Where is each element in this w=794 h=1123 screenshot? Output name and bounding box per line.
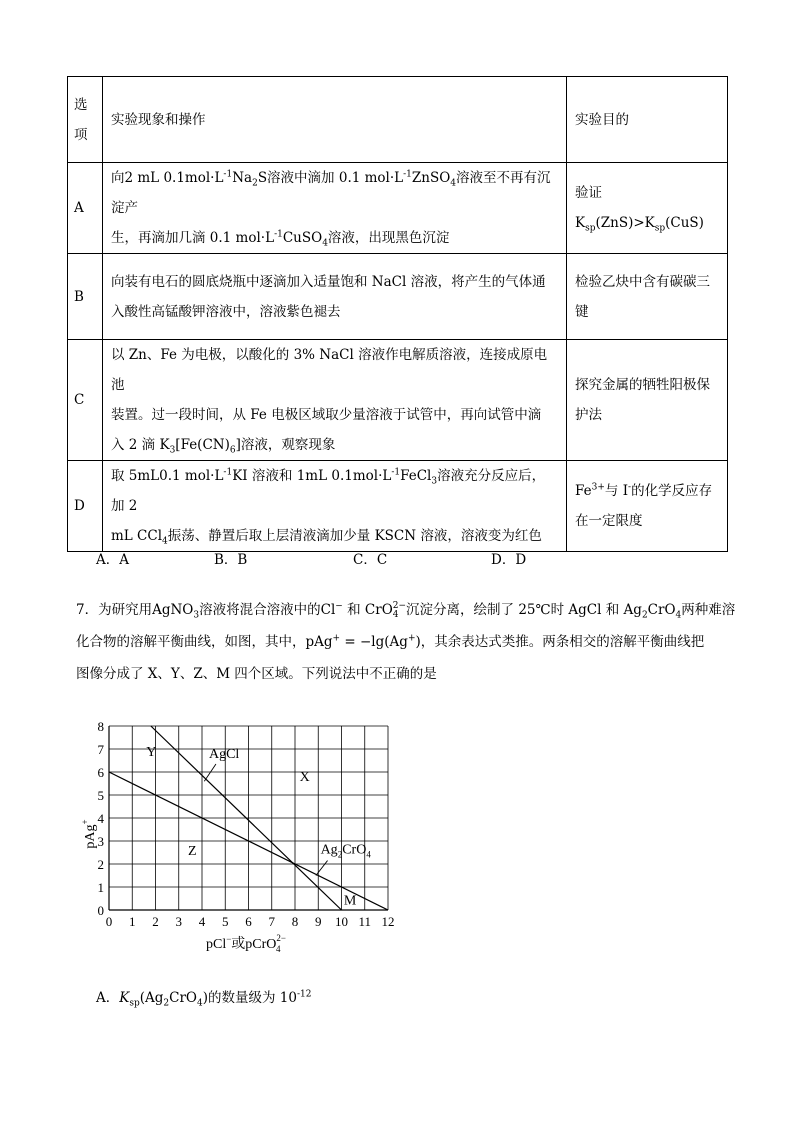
x-tick-label: 1	[129, 914, 136, 929]
x-tick-label: 4	[198, 914, 206, 929]
row-option: A	[68, 163, 103, 254]
choice-b[interactable]: B．B	[214, 552, 248, 568]
solubility-chart	[80, 716, 410, 961]
purpose-line: 在一定限度	[575, 513, 643, 529]
choice-d[interactable]: D．D	[491, 552, 527, 568]
y-tick-label: 8	[97, 719, 104, 734]
row-purpose	[567, 340, 728, 461]
purpose-line: 探究金属的牺牲阳极保	[575, 377, 710, 393]
row-operation	[103, 340, 567, 461]
row-purpose	[567, 254, 728, 340]
region-label-z: Z	[188, 843, 197, 859]
operation-line: 取 5mL0.1 $mol\cdot L^{-1}KI$ 溶液和 1mL $0.1mol\cdot L^{-1}FeCl_3$溶液充分反应后，加 2	[111, 467, 546, 514]
y-tick-label: 2	[97, 857, 104, 872]
row-operation	[103, 254, 567, 340]
row-operation	[103, 461, 567, 552]
y-tick-label: 6	[97, 765, 104, 780]
answer-choices	[96, 548, 716, 568]
x-axis-label: pCl−或pCrO$^{2-}$ 4	[205, 933, 287, 954]
region-label-m: M	[343, 893, 357, 909]
question-line: 化合物的溶解平衡曲线，如图，其中，pAg+ = −lg(Ag+)，其余表达式类推。两条相交的溶解平衡曲线把	[76, 633, 705, 650]
x-tick-label: 12	[381, 914, 395, 929]
table-row	[68, 254, 728, 340]
operation-line: 生，再滴加几滴 0.1 $mol\cdot L^{-1}CuSO_4$溶液，出现黑色沉淀	[111, 229, 450, 249]
x-tick-label: 0	[105, 914, 113, 929]
region-label-y: Y	[146, 744, 157, 760]
purpose-line: 检验乙炔中含有碳碳三	[575, 273, 710, 290]
question-7	[76, 594, 736, 690]
table-row	[68, 340, 728, 461]
choice-c[interactable]: C．C	[353, 552, 388, 568]
header-operation: 实验现象和操作	[103, 77, 567, 163]
region-label-x: X	[299, 770, 310, 786]
y-tick-label: 3	[97, 834, 104, 849]
header-option: 选项	[68, 77, 103, 163]
x-tick-label: 7	[268, 914, 275, 929]
x-tick-label: 3	[175, 914, 182, 929]
x-tick-label: 9	[315, 914, 322, 929]
row-option: D	[68, 461, 103, 552]
choice-a[interactable]: A．A	[96, 552, 129, 568]
chart-svg	[80, 716, 410, 961]
purpose-line: 键	[575, 303, 589, 320]
agcl-leader-line	[204, 764, 216, 781]
table-header-row	[68, 77, 728, 163]
x-tick-label: 8	[291, 914, 299, 929]
x-tick-label: 6	[245, 914, 252, 929]
operation-line: 入酸性高锰酸钾溶液中，溶液紫色褪去	[111, 303, 341, 320]
question-line: 图像分成了 X、Y、Z、M 四个区域。下列说法中不正确的是	[76, 666, 437, 682]
experiment-table	[67, 76, 728, 552]
row-option: C	[68, 340, 103, 461]
operation-line: 入 2 滴 $K_3[Fe(CN)_6]$溶液，观察现象	[111, 437, 336, 456]
x-tick-label: 10	[335, 914, 348, 929]
header-purpose: 实验目的	[567, 77, 728, 163]
y-tick-label: 0	[97, 903, 104, 918]
operation-line: 以 Zn、Fe 为电极，以酸化的 3% NaCl 溶液作电解质溶液，连接成原电池	[111, 347, 548, 393]
row-option: B	[68, 254, 103, 340]
ag2cro4-leader-line	[316, 861, 328, 876]
purpose-line: 护法	[575, 407, 602, 423]
agcl-label: AgCl	[208, 747, 240, 763]
chart-labels	[146, 745, 371, 908]
operation-line: mL CCl$_4$振荡、静置后取上层清液滴加少量 KSCN 溶液，溶液变为红色	[111, 528, 542, 547]
x-tick-label: 11	[358, 914, 372, 929]
y-tick-label: 1	[97, 880, 104, 895]
x-tick-label: 5	[222, 914, 229, 929]
purpose-line: $Fe^{3+}$与 I-的化学反应存	[575, 482, 713, 499]
y-axis-label: pAg+	[80, 819, 98, 849]
ag2cro4-label: $Ag_2CrO_4$	[320, 842, 371, 860]
operation-line: 装置。过一段时间，从 Fe 电极区域取少量溶液于试管中，再向试管中滴	[111, 407, 542, 423]
y-tick-label: 4	[97, 811, 104, 826]
y-tick-label: 7	[97, 742, 104, 757]
row-purpose	[567, 461, 728, 552]
operation-line: 向2 mL $0.1mol\cdot L^{-1}Na_2S$溶液中滴加 0.1 $mol\cdot L^{-1}ZnSO_4$溶液至不再有沉淀产	[111, 169, 551, 216]
x-tick-label: 2	[152, 914, 159, 929]
row-purpose: 验证 $K_{sp}(ZnS)>K_{sp}(CuS)$	[567, 163, 728, 254]
question-line: 7．为研究用AgNO$_3$溶液将混合溶液中的Cl− 和 CrO 2− 4 沉淀分离，绘制了 25℃时 AgCl 和 $Ag_2CrO_4$两种难溶	[76, 600, 736, 621]
y-tick-label: 5	[97, 788, 104, 803]
operation-line: 向装有电石的圆底烧瓶中逐滴加入适量饱和 NaCl 溶液，将产生的气体通	[111, 273, 546, 290]
row-operation	[103, 163, 567, 254]
option-a-statement[interactable]: A．$K_{sp}(Ag_2CrO_4)$的数量级为 $10^{-12}$	[96, 989, 312, 1009]
table-row	[68, 163, 728, 254]
table-row	[68, 461, 728, 552]
